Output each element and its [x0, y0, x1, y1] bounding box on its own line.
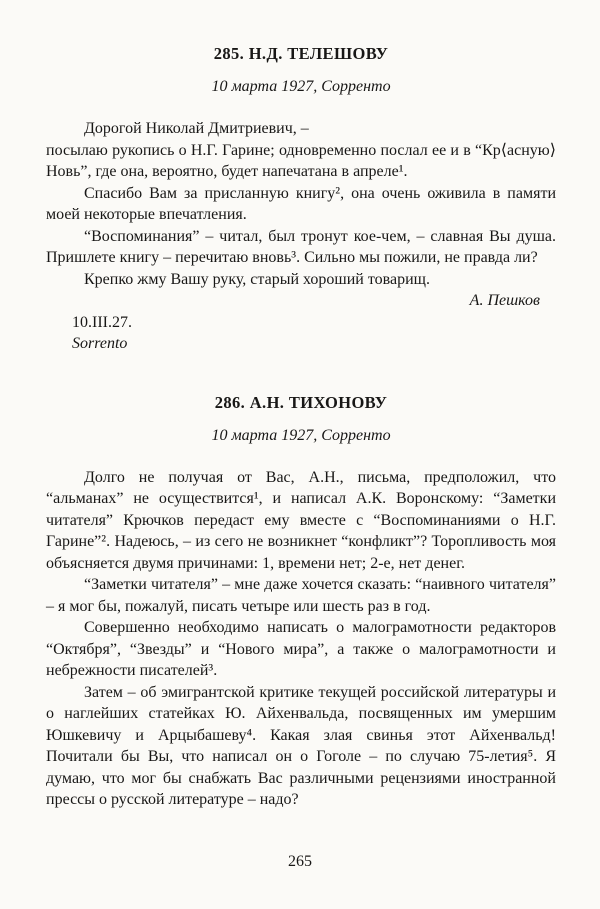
- paragraph: Крепко жму Вашу руку, старый хороший товарищ.: [84, 270, 430, 288]
- paragraph: Дорогой Николай Дмитриевич, –: [84, 120, 309, 137]
- letter-place: Sorrento: [72, 335, 128, 352]
- letter-285: [46, 44, 556, 355]
- letter-heading: 286. А.Н. ТИХОНОВУ: [214, 392, 388, 412]
- letter-heading: 285. Н.Д. ТЕЛЕШОВУ: [213, 44, 389, 63]
- letter-dateline: 10 марта 1927, Сорренто: [211, 426, 391, 444]
- paragraph: Спасибо Вам за присланную книгу², она очень оживила в памяти моей некоторые впечатления.: [46, 184, 556, 223]
- paragraph: “Заметки читателя” – мне даже хочется сказать: “наивного читателя” – я мог бы, пожалуй, писать четыре или шесть раз в год.: [46, 576, 556, 615]
- paragraph: “Воспоминания” – читал, был тронут кое-чем, – славная Вы душа. Пришлете книгу – перечитаю вновь³. Сильно мы пожили, не правда ли?: [46, 227, 556, 266]
- paragraph: Затем – об эмигрантской критике текущей российской литературы и о наглейших статейках Ю. Айхенвальда, посвященных им умершим Юшкевичу и Арцыбашеву⁴. Какая злая свинья этот Айхенвальд! Почитали бы Вы, что написал он о Гоголе – по случаю 75-летия⁵. Я думаю, что мог бы снабжать Вас различными рецензиями иностранной прессы о русской литературе – надо?: [46, 683, 556, 808]
- letter-dateline: 10 марта 1927, Сорренто: [211, 78, 391, 95]
- paragraph: Долго не получая от Вас, А.Н., письма, предположил, что “альманах” не осуществится¹, и написал А.К. Воронскому: “Заметки читателя” Крючков передаст ему вместе с “Воспоминаниями о Н.Г. Гарине”². Надеюсь, – из сего не возникнет “конфликт”? Торопливость моя объясняется двумя причинами: 1, времени нет; 2-е, нет денег.: [46, 468, 556, 572]
- signature: А. Пешков: [469, 292, 540, 309]
- paragraph: Совершенно необходимо написать о малограмотности редакторов “Октября”, “Звезды” и “Нового мира”, а также о малограмотности и небрежности писателей³.: [46, 619, 556, 679]
- paragraph: посылаю рукопись о Н.Г. Гарине; одновременно послал ее и в “Кр⟨асную⟩ Новь”, где она, вероятно, будет напечатана в апреле¹.: [46, 141, 556, 180]
- letter-date: 10.III.27.: [72, 313, 132, 331]
- page-number: 265: [288, 853, 312, 870]
- letter-286: [46, 393, 556, 811]
